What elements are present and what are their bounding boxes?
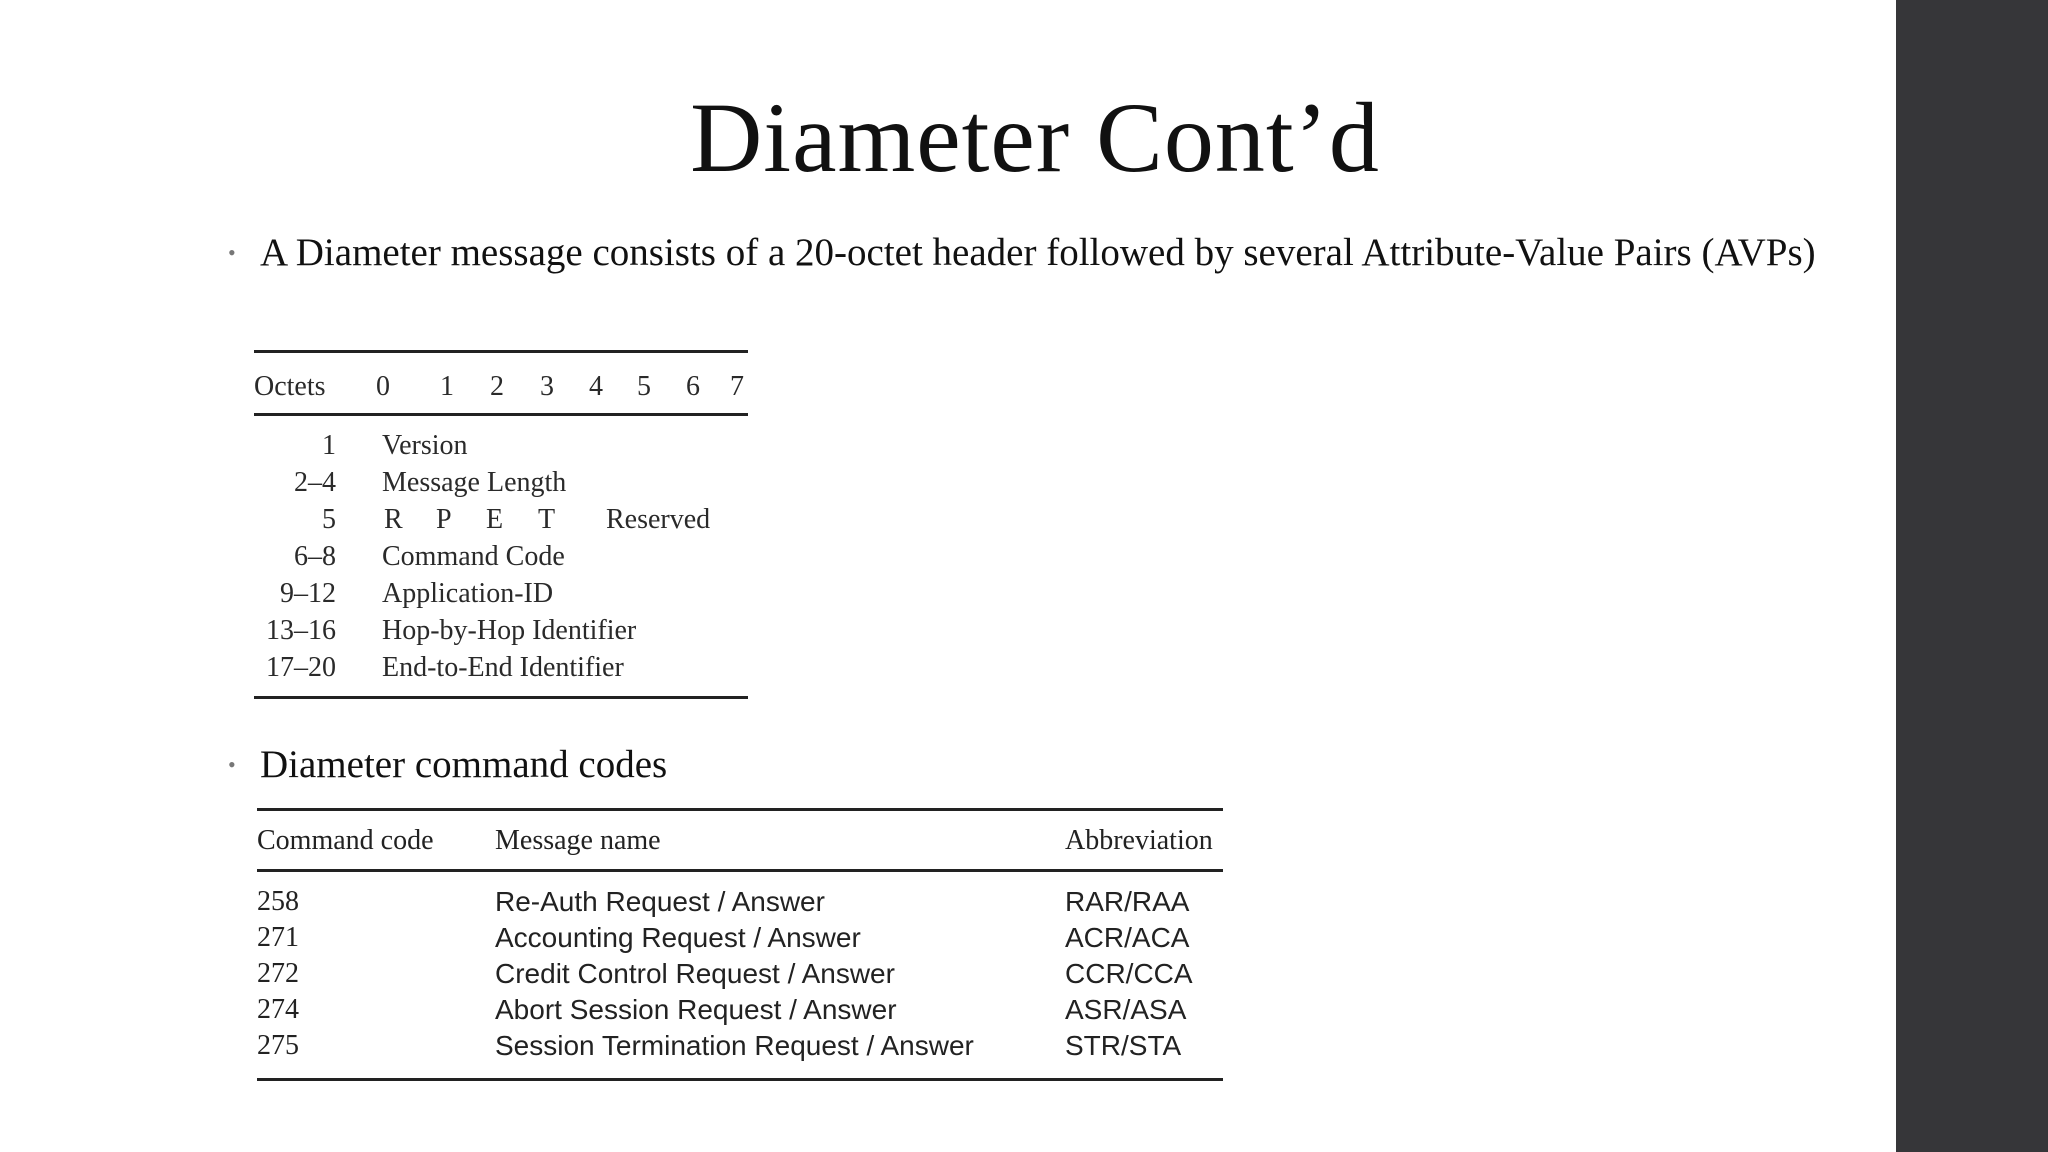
abbreviation: CCR/CCA	[1065, 958, 1193, 989]
bit-header: 2	[490, 371, 504, 402]
bullet-text: A Diameter message consists of a 20-octet header followed by several Attribute-Value Pairs (AVPs)	[260, 231, 1816, 274]
message-name: Credit Control Request / Answer	[495, 958, 895, 989]
message-name: Abort Session Request / Answer	[495, 994, 897, 1025]
table-row	[254, 578, 748, 615]
command-code-header: Command code	[257, 825, 434, 856]
field-name: Message Length	[382, 467, 567, 498]
command-code: 271	[257, 922, 299, 953]
bit-header: 5	[637, 371, 651, 402]
flag-r: R	[384, 504, 403, 535]
message-name-header: Message name	[495, 825, 661, 856]
octet-number: 6–8	[294, 541, 336, 572]
bit-header: 0	[376, 371, 390, 402]
field-name: Hop-by-Hop Identifier	[382, 615, 637, 646]
message-name: Accounting Request / Answer	[495, 922, 861, 953]
command-code: 272	[257, 958, 299, 989]
flag-p: P	[436, 504, 452, 535]
octets-column-header: Octets	[254, 371, 326, 402]
octet-number: 13–16	[266, 615, 336, 646]
octet-table-header	[254, 353, 748, 413]
table-row	[257, 886, 1223, 922]
bit-header: 6	[686, 371, 700, 402]
bit-header: 3	[540, 371, 554, 402]
command-table-header	[257, 811, 1223, 869]
table-row	[254, 541, 748, 578]
field-name: End-to-End Identifier	[382, 652, 624, 683]
bullet-header-description	[228, 231, 1820, 274]
field-name: Command Code	[382, 541, 565, 572]
abbreviation: STR/STA	[1065, 1030, 1182, 1061]
slide-title: Diameter Cont’d	[690, 82, 1380, 193]
bit-header: 4	[589, 371, 603, 402]
table-bottom-rule	[254, 696, 748, 699]
field-name: Version	[382, 430, 468, 461]
abbreviation-header: Abbreviation	[1065, 825, 1213, 856]
abbreviation: RAR/RAA	[1065, 886, 1190, 917]
table-bottom-rule	[257, 1078, 1223, 1081]
table-row	[257, 994, 1223, 1030]
octet-header-table	[254, 350, 748, 699]
octet-number: 1	[322, 430, 336, 461]
bit-header: 7	[730, 371, 744, 402]
octet-number: 9–12	[280, 578, 336, 609]
command-code: 258	[257, 886, 299, 917]
table-row	[257, 1030, 1223, 1066]
table-row	[254, 430, 748, 467]
bullet-dot-icon: •	[228, 752, 236, 777]
table-row	[254, 504, 748, 541]
command-code: 274	[257, 994, 299, 1025]
message-name: Re-Auth Request / Answer	[495, 886, 825, 917]
octet-table-body	[254, 416, 748, 696]
command-code-table	[257, 808, 1223, 1081]
table-row	[257, 958, 1223, 994]
octet-number: 5	[322, 504, 336, 535]
table-row	[257, 922, 1223, 958]
field-name: Application-ID	[382, 578, 554, 609]
table-row	[254, 467, 748, 504]
flag-e: E	[486, 504, 504, 535]
table-row	[254, 652, 748, 689]
octet-number: 17–20	[266, 652, 336, 683]
octet-number: 2–4	[294, 467, 336, 498]
bullet-text: Diameter command codes	[260, 743, 668, 786]
bullet-dot-icon: •	[228, 240, 236, 265]
abbreviation: ACR/ACA	[1065, 922, 1190, 953]
table-row	[254, 615, 748, 652]
command-code: 275	[257, 1030, 299, 1061]
bullet-command-codes	[228, 743, 1160, 786]
abbreviation: ASR/ASA	[1065, 994, 1187, 1025]
flag-t: T	[538, 504, 556, 535]
command-table-body	[257, 872, 1223, 1078]
bit-header: 1	[440, 371, 454, 402]
field-name: Reserved	[606, 504, 711, 535]
message-name: Session Termination Request / Answer	[495, 1030, 974, 1061]
